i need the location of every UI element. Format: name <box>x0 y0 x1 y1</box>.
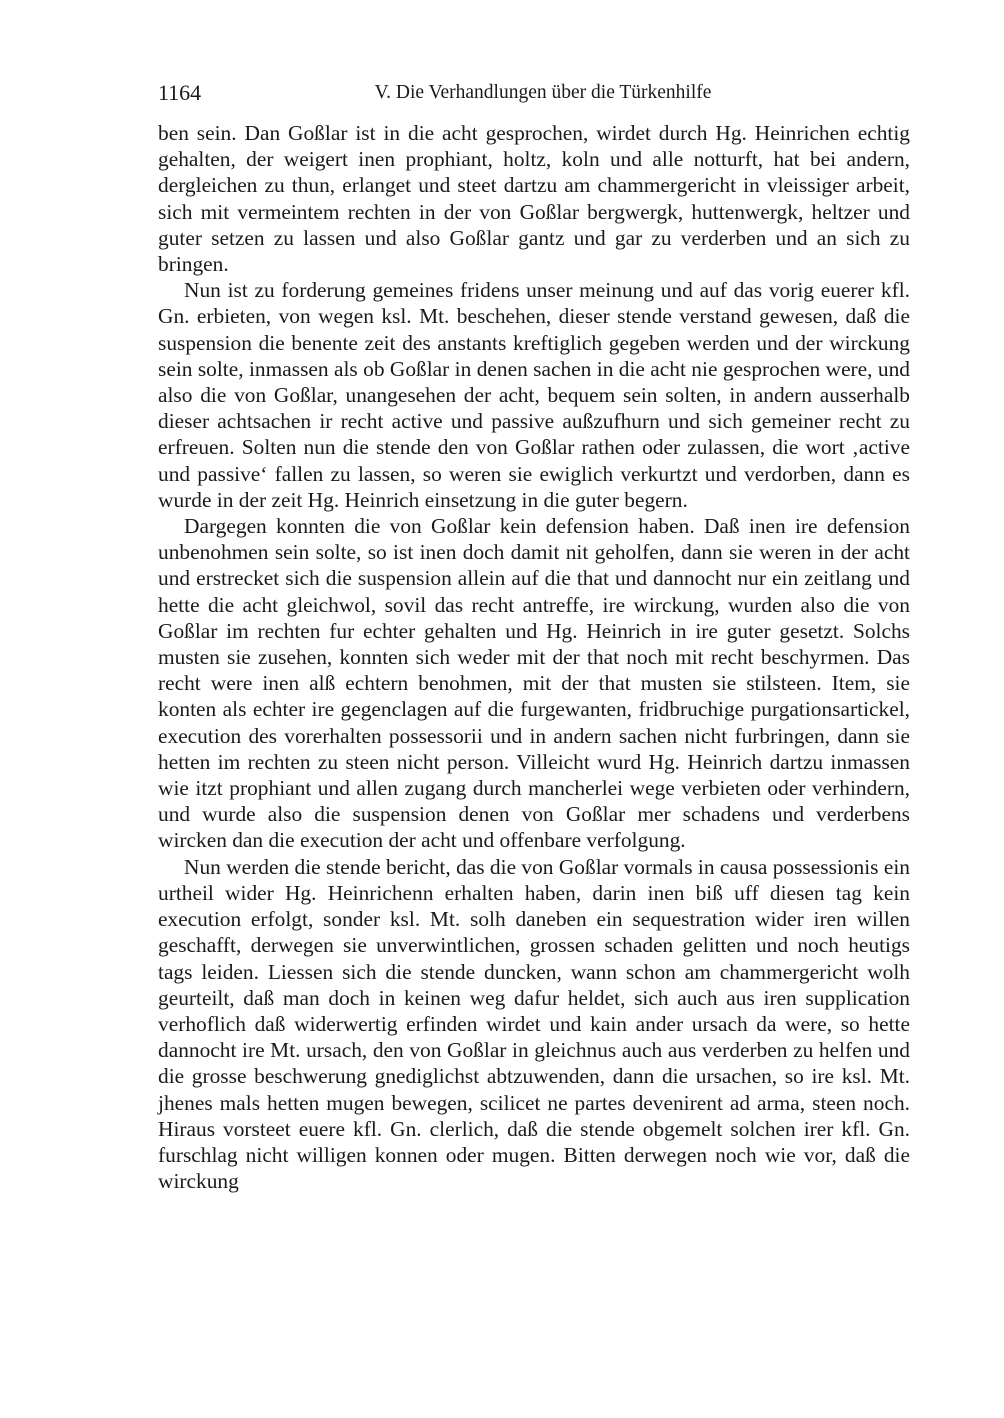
page-number: 1164 <box>158 80 202 105</box>
paragraph: Nun werden die stende bericht, das die von Goßlar vormals in causa possessionis ein urtheil wider Hg. Heinrichenn erhalten haben, darin inen biß uff diesen tag kein execution erfolgt, sonder ksl. Mt. solh daneben ein sequestration wider iren willen geschafft, derwegen sie unverwintlichen, grossen schaden gelitten und noch heutigs tags leiden. Liessen sich die stende duncken, wann schon am chammergericht wolh geurteilt, daß man doch in keinen weg dafur heldet, sich auch aus iren supplication verhoflich daß widerwertig erfinden wirdet und kain ander ursach da were, so hette dannocht ire Mt. ursach, den von Goßlar in gleichnus auch aus verderben zu helfen und die grosse beschwerung gnediglichst abtzuwenden, dann die ursachen, so ire ksl. Mt. jhenes mals hetten mugen bewegen, scilicet ne partes devenirent ad arma, steen noch. Hiraus vorsteet euere kfl. Gn. clerlich, daß die stende obgemelt solchen irer kfl. Gn. furschlag nicht willigen konnen oder mugen. Bitten derwegen noch wie vor, daß die wirckung <box>158 854 910 1194</box>
body-text <box>158 120 910 1194</box>
paragraph: Nun ist zu forderung gemeines fridens unser meinung und auf das vorig euerer kfl. Gn. erbieten, von wegen ksl. Mt. beschehen, dieser stende verstand gewesen, daß die suspension die benente zeit des anstants kreftiglich gegeben werden und der wirckung sein solte, inmassen als ob Goßlar in denen sachen in die acht nie gesprochen were, und also die von Goßlar, unangesehen der acht, bequem sein solten, in andern ausserhalb dieser achtsachen ir recht active und passive außzufhurn und sich gemeiner recht zu erfreuen. Solten nun die stende den von Goßlar rathen oder zulassen, die wort ‚active und passive‘ fallen zu lassen, so weren sie ewiglich verkurtzt und verdorben, dann es wurde in der zeit Hg. Heinrich einsetzung in die guter begern. <box>158 278 910 512</box>
document-page <box>158 78 910 1194</box>
paragraph: Dargegen konnten die von Goßlar kein defension haben. Daß inen ire defension unbenohmen sein solte, so ist inen doch damit nit geholfen, dann sie weren in der acht und erstrecket sich die suspension allein auf die that und dannocht nur ein zeitlang und hette die acht gleichwol, sovil das recht antreffe, ire wirckung, wurden also die von Goßlar im rechten fur echter gehalten und Hg. Heinrich in ire guter gesetzt. Solchs musten sie zusehen, konnten sich weder mit der that noch mit recht beschyrmen. Das recht were inen alß echtern benohmen, mit der that musten sie stilsteen. Item, sie konten als echter ire gegenclagen auf die furgewanten, fridbruchige purgationsartickel, execution des vorerhalten possessorii und in andern sachen nicht furbringen, dann sie hetten im rechten zu steen nicht person. Villeicht wurd Hg. Heinrich dartzu inmassen wie itzt prophiant und allen zugang durch mancherlei wege verbieten oder verhindern, und wurde also die suspension denen von Goßlar mer schadens und verderbens wircken dan die execution der acht und offenbare verfolgung. <box>158 514 910 853</box>
paragraph: ben sein. Dan Goßlar ist in die acht gesprochen, wirdet durch Hg. Heinrichen echtig gehalten, der weigert inen prophiant, holtz, koln und alle notturft, hat bei andern, dergleichen zu thun, erlanget und steet dartzu am chammergericht in vleissiger arbeit, sich mit vermeintem rechten in der von Goßlar bergwergk, huttenwergk, heltzer und guter setzen zu lassen und also Goßlar gantz und gar zu verderben und an sich zu bringen. <box>158 121 910 277</box>
running-header <box>158 78 910 108</box>
running-title: V. Die Verhandlungen über die Türkenhilfe <box>374 82 712 103</box>
